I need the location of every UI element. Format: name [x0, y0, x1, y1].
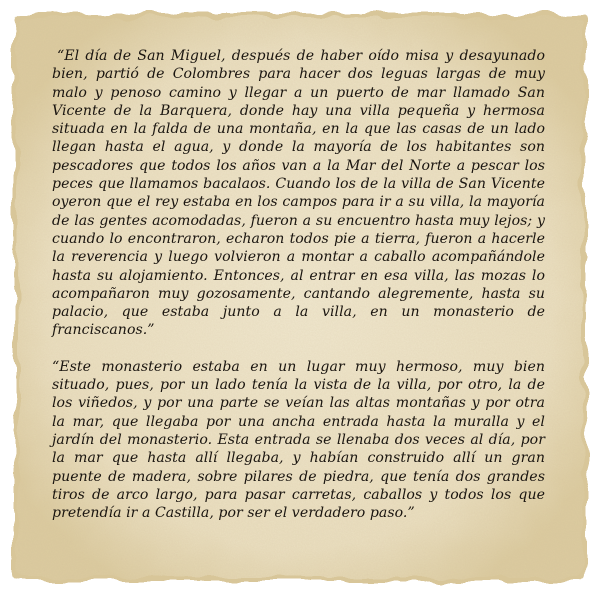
- paragraph-1: “El día de San Miguel, después de haber oído misa y desayunado bien, partió de Colombres para hacer dos leguas largas de muy malo y penoso camino y llegar a un puerto de mar llamado San Vicente de la Barquera, donde hay una villa pequeña y hermosa situada en la falda de una montaña, en la que las casas de un lado llegan hasta el agua, y donde la mayoría de los habitantes son pescadores que todos los años van a la Mar del Norte a pescar los peces que llamamos bacalaos. Cuando los de la villa de San Vicente oyeron que el rey estaba en los campos para ir a su villa, la mayoría de las gentes acomodadas, fueron a su encuentro hasta muy lejos; y cuando lo encontraron, echaron todos pie a tierra, fueron a hacerle la reverencia y luego volvieron a montar a caballo acompañándole hasta su alojamiento. Entonces, al entrar en esa villa, las mozas lo acompañaron muy gozosamente, cantando alegremente, hasta su palacio, que estaba junto a la villa, en un monasterio de franciscanos.”: [52, 48, 545, 339]
- document-body: [52, 47, 545, 522]
- paragraph-2: “Este monasterio estaba en un lugar muy hermoso, muy bien situado, pues, por un lado tenía la vista de la villa, por otro, la de los viñedos, y por una parte se veían las altas montañas y por otra la mar, que llegaba por una ancha entrada hasta la muralla y el jardín del monasterio. Esta entrada se llenaba dos veces al día, por la mar que hasta allí llegaba, y habían construido allí un gran puente de madera, sobre pilares de piedra, que tenía dos grandes tiros de arco largo, para pasar carretas, caballos y todos los que pretendía ir a Castilla, por ser el verdadero paso.”: [52, 358, 545, 522]
